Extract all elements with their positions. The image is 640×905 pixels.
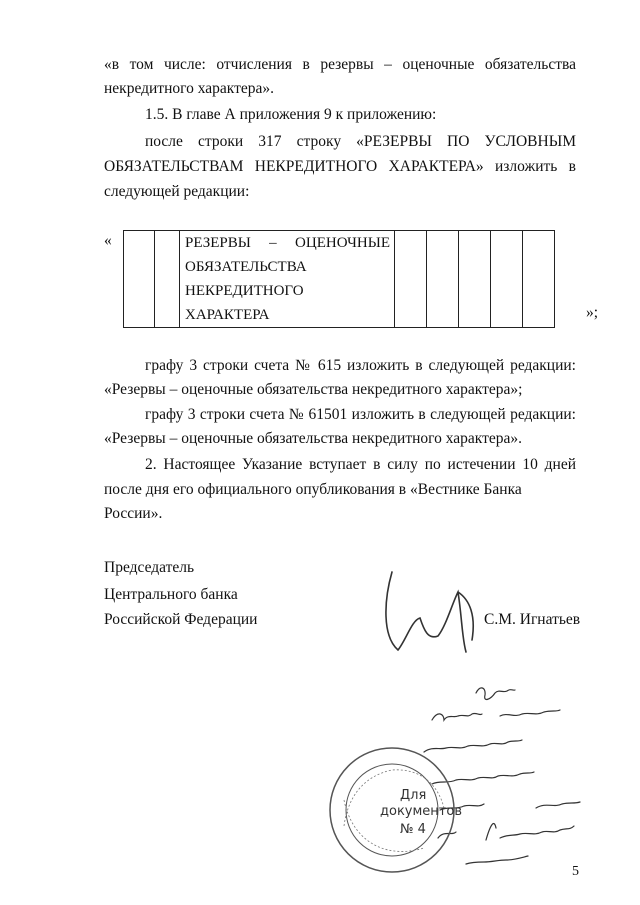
- signatory-title-3: Российской Федерации: [104, 611, 258, 628]
- open-quote: «: [104, 232, 112, 249]
- paragraph-after-line-2: ОБЯЗАТЕЛЬСТВАМ НЕКРЕДИТНОГО ХАРАКТЕРА» изложить в: [104, 158, 576, 175]
- seal: [330, 748, 462, 872]
- paragraph-1-5: 1.5. В главе А приложения 9 к приложению:: [145, 106, 437, 123]
- signatory-title-2: Центрального банка: [104, 586, 238, 603]
- paragraph-after-line-1: после строки 317 строку «РЕЗЕРВЫ ПО УСЛОВНЫМ: [145, 133, 576, 150]
- paragraph-61501-line-2: «Резервы – оценочные обязательства некредитного характера».: [104, 430, 523, 447]
- close-quote: »;: [586, 304, 599, 321]
- paragraph-2-line-2: после дня его официального опубликования в «Вестнике Банка России».: [104, 481, 522, 522]
- paragraph-after-line-3: следующей редакции:: [104, 183, 250, 200]
- seal-line-1: Для: [400, 788, 427, 803]
- handwritten-signature: [386, 572, 473, 652]
- page-number: 5: [572, 864, 579, 879]
- seal-line-2: документов: [380, 804, 462, 819]
- paragraph-61501-line-1: графу 3 строки счета № 61501 изложить в следующей редакции:: [145, 406, 576, 423]
- paragraph-615-line-2: «Резервы – оценочные обязательства некредитного характера»;: [104, 381, 523, 398]
- paragraph-615-line-1: графу 3 строки счета № 615 изложить в следующей редакции:: [145, 357, 576, 374]
- table-cell-title: РЕЗЕРВЫ – ОЦЕНОЧНЫЕ ОБЯЗАТЕЛЬСТВА НЕКРЕДИТНОГО ХАРАКТЕРА: [180, 231, 395, 328]
- seal-line-3: № 4: [400, 822, 426, 837]
- text-line-top-2: некредитного характера».: [104, 80, 275, 97]
- paragraph-2-line-1: 2. Настоящее Указание вступает в силу по истечении 10 дней: [145, 456, 576, 473]
- text-line-top: «в том числе: отчисления в резервы – оценочные обязательства: [104, 56, 576, 73]
- signatory-name: С.М. Игнатьев: [484, 611, 581, 628]
- signatory-title-1: Председатель: [104, 559, 195, 576]
